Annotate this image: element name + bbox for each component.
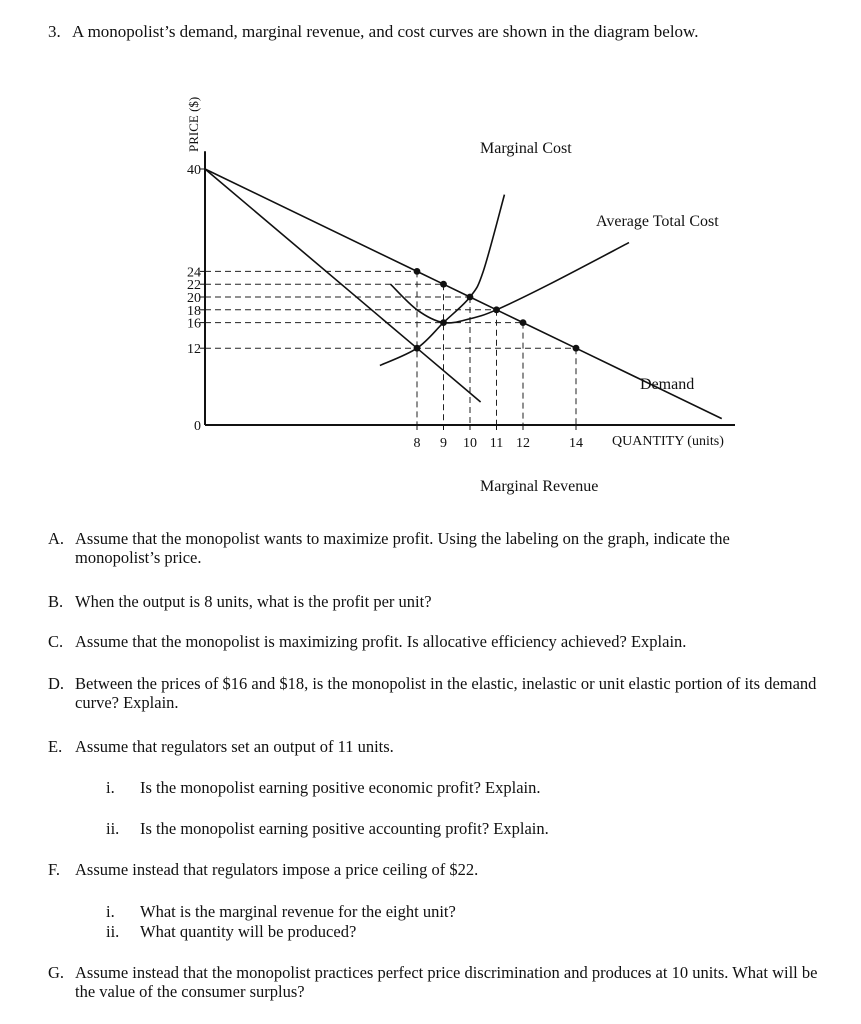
marginal-revenue-label: Marginal Revenue <box>480 478 599 495</box>
question-text: A monopolist’s demand, marginal revenue, and cost curves are shown in the diagram below. <box>72 22 699 41</box>
part-d <box>48 674 818 712</box>
sub-numeral: i. <box>106 778 115 797</box>
y-tick-label: 12 <box>187 342 201 358</box>
x-tick-label: 9 <box>440 436 447 451</box>
y-tick-label: 16 <box>187 316 201 332</box>
x-tick-label: 8 <box>413 436 421 451</box>
part-f <box>48 860 818 879</box>
part-e-sub-i <box>106 778 806 797</box>
y-tick-label: 40 <box>187 163 201 178</box>
part-g <box>48 963 818 1001</box>
part-letter: D. <box>48 674 65 693</box>
sub-text: Is the monopolist earning positive economic profit? Explain. <box>140 778 541 797</box>
data-point-6 <box>414 345 421 352</box>
part-letter: G. <box>48 963 65 982</box>
part-letter: A. <box>48 529 65 548</box>
marginal-revenue-curve <box>205 169 481 402</box>
part-text: Between the prices of $16 and $18, is the monopolist in the elastic, inelastic or unit elastic portion of its demand curve? Explain. <box>75 674 817 712</box>
part-letter: E. <box>48 737 63 756</box>
part-letter: B. <box>48 592 64 611</box>
part-text: Assume that regulators set an output of 11 units. <box>75 737 394 756</box>
marginal-cost-curve <box>380 195 505 366</box>
y-tick-label: 18 <box>187 303 201 319</box>
data-point-3 <box>493 306 500 313</box>
part-text: Assume instead that regulators impose a price ceiling of $22. <box>75 860 479 879</box>
part-text: Assume that the monopolist wants to maximize profit. Using the labeling on the graph, indicate the monopolist’s price. <box>75 529 730 567</box>
demand-label: Demand <box>640 376 695 393</box>
y-tick-label: 0 <box>194 419 201 434</box>
y-tick-label: 20 <box>187 291 201 306</box>
part-letter: F. <box>48 860 60 879</box>
x-tick-label: 12 <box>516 436 530 451</box>
x-tick-label: 10 <box>463 436 477 451</box>
part-a <box>48 529 818 567</box>
question-number: 3. <box>48 22 61 41</box>
x-tick-label: 14 <box>569 436 583 451</box>
data-point-5 <box>573 345 580 352</box>
sub-text: What is the marginal revenue for the eight unit? <box>140 902 456 921</box>
y-tick-label: 22 <box>187 278 201 294</box>
x-axis-title: QUANTITY (units) <box>612 434 724 449</box>
sub-numeral: ii. <box>106 922 120 941</box>
dashed-guides <box>205 271 576 425</box>
part-f-sub-ii <box>106 922 806 941</box>
data-point-2 <box>467 294 474 301</box>
data-point-0 <box>414 268 421 275</box>
part-text: When the output is 8 units, what is the profit per unit? <box>75 592 432 611</box>
y-axis-title: PRICE ($) <box>186 96 201 152</box>
part-text: Assume that the monopolist is maximizing profit. Is allocative efficiency achieved? Explain. <box>75 632 687 651</box>
marginal-cost-label: Marginal Cost <box>480 140 572 157</box>
data-point-4 <box>520 319 527 326</box>
average-total-cost-curve <box>391 243 630 323</box>
part-c <box>48 632 818 651</box>
sub-text: What quantity will be produced? <box>140 922 357 941</box>
y-tick-label: 24 <box>187 265 201 281</box>
sub-text: Is the monopolist earning positive accounting profit? Explain. <box>140 819 549 838</box>
average-total-cost-label: Average Total Cost <box>596 213 719 230</box>
part-e-sub-ii <box>106 819 806 838</box>
part-text: Assume instead that the monopolist practices perfect price discrimination and produces at 10 units. What will be the value of the consumer surplus? <box>75 963 818 1001</box>
x-tick-label: 11 <box>489 436 504 451</box>
part-e <box>48 737 818 756</box>
sub-numeral: i. <box>106 902 115 921</box>
data-point-7 <box>440 319 447 326</box>
chart-labels <box>186 97 724 495</box>
part-f-sub-i <box>106 902 806 921</box>
data-point-1 <box>440 281 447 288</box>
part-letter: C. <box>48 632 64 651</box>
sub-numeral: ii. <box>106 819 120 838</box>
part-b <box>48 592 818 611</box>
